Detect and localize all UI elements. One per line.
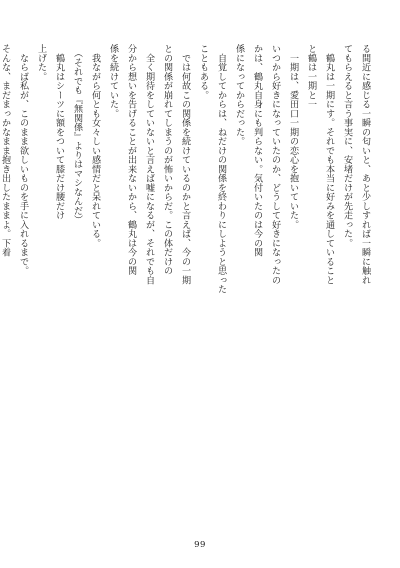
text-line: （それでも『無関係』よりはマシなんだ） <box>72 44 82 225</box>
text-line: てもらえると言う事実に、安堵だけが先走った。 <box>342 44 352 248</box>
text-line: 係になってからだった。 <box>234 44 244 146</box>
text-line: こともある。 <box>198 44 208 100</box>
text-line: いつから好きになっていたのか、どうして好きになったの <box>270 44 280 285</box>
text-line: る間近に感じる一瞬の匂いと、あと少しすれば一瞬に触れ <box>360 44 370 285</box>
text-line: 分から想いを告げることが出来ないから、鶴丸は今の関 <box>126 44 136 276</box>
text-line: 鶴丸は一期にす。それでも本当に好みを通していること <box>324 44 334 285</box>
text-line: かは、鶴丸自身にも判らない。気付いたのは今の関 <box>252 44 262 257</box>
body-text <box>0 44 374 520</box>
text-line: ならば私が、このまま欲しいものを手に入れるまで。 <box>18 44 28 276</box>
text-line: 自覚してからは、ねだけの関係を終わりにしようと思った <box>216 44 226 294</box>
text-line: 鶴丸はシーツに額をついて膝だけ腰だけ <box>54 44 64 220</box>
page-number: 99 <box>194 540 206 550</box>
text-line: 一期は、愛田口一期の恋心を抱いていた。 <box>288 44 298 229</box>
text-line: との関係が崩れてしまうのが怖いからだ。この体だけの <box>162 44 172 276</box>
text-line: 全く期待をしていないと言えば嘘になるが、それでも自 <box>144 44 154 285</box>
text-line: 係を続けていた。 <box>108 44 118 118</box>
text-line: 我ながら何とも女々しい感情だと呆れている。 <box>90 44 100 248</box>
text-line: では何故この関係を続けているのかと言えば、今の一期 <box>180 44 190 285</box>
text-line: そんな、まだまっかなまま抱き出したままよ。下着 <box>0 44 10 257</box>
text-line: 上げた。 <box>36 44 46 81</box>
text-line: と鶴は一期と一 <box>306 44 316 109</box>
